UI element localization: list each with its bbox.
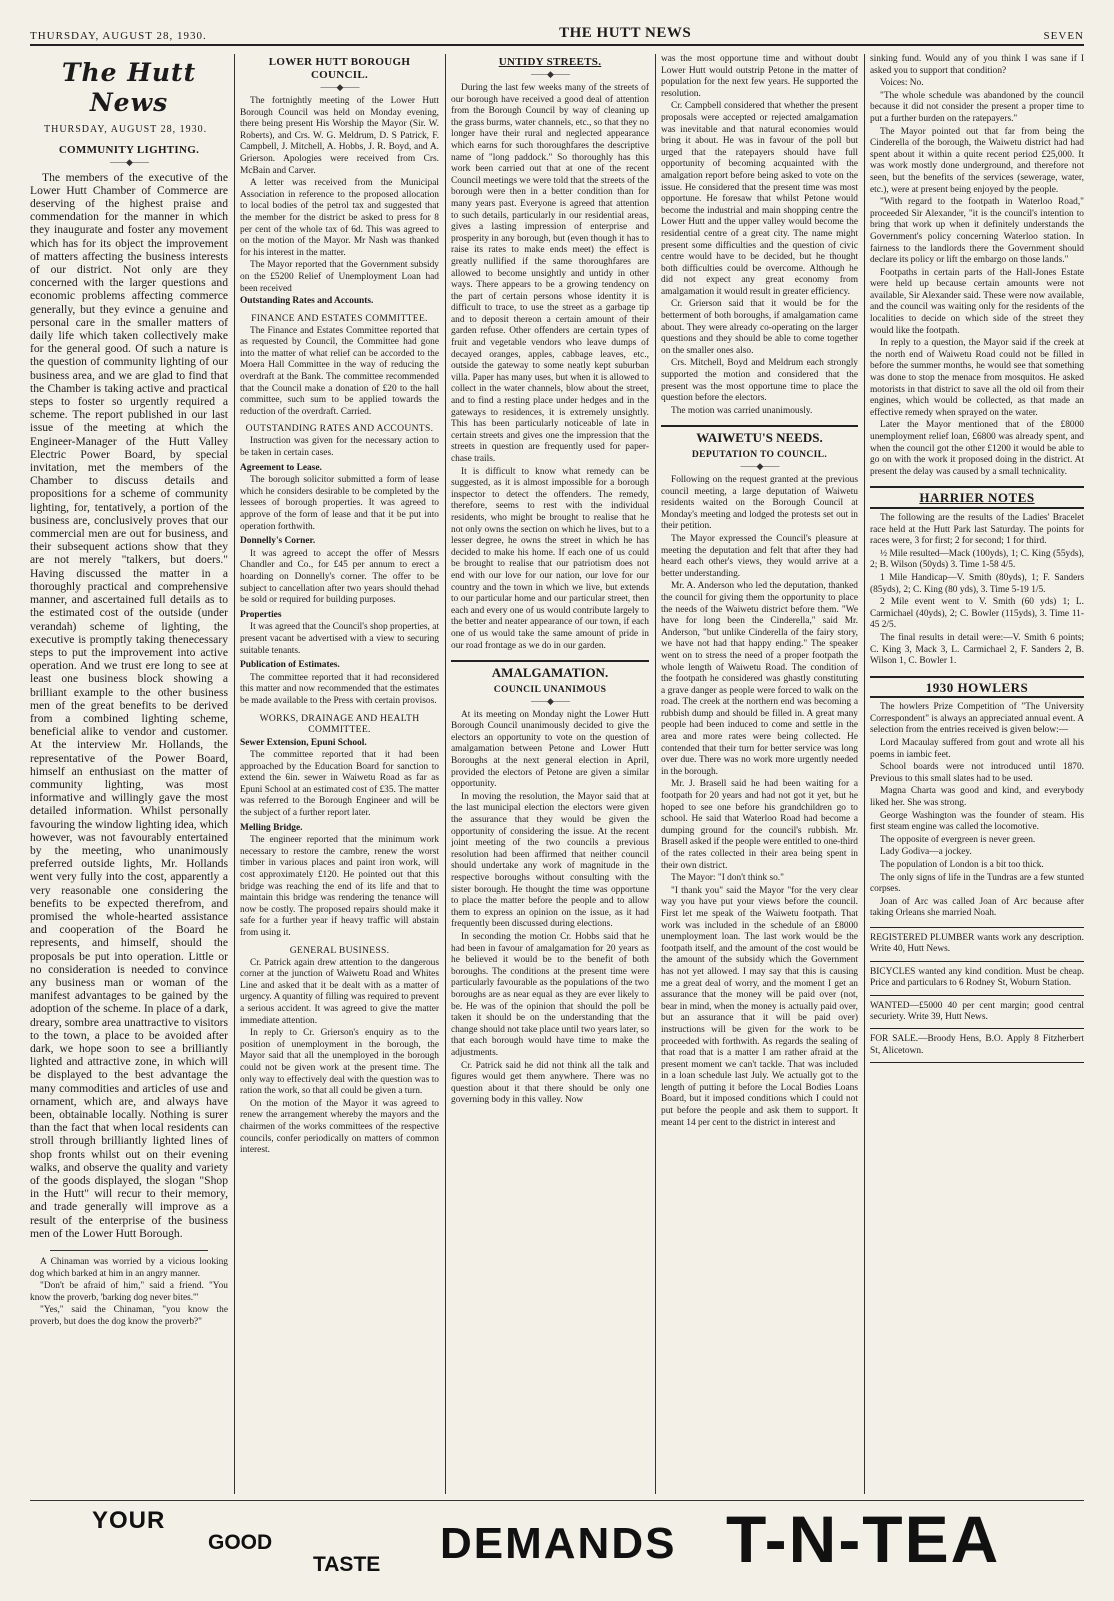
untidy-paragraph: During the last few weeks many of the streets of our borough have received a good deal of attention from the Borough Council by way of cleaning up the grass burms, water channels, etc., so that they no longer have their rural and neglected appearance which earns for such thoroughfares the descriptive name of "long paddock." So thoroughly has this work been carried out that at one of the recent Council meetings we were told that the streets of the borough were then in a better condition than for many years past. Everyone is agreed that attention to such details, particularly in our residential areas, gives a lasting impression of enterprise and prosperity in any borough, but (even though it has to raise its rates to make ends meet) the effect is greatly nullified if the same thoroughfares are allowed to become unsightly and untidy in other ways. There appears to be a growing tendency on the part of certain persons whose identity it is difficult to trace, to use the street as a garbage tip and to deposit thereon a certain amount of their garden refuse. Other offenders are certain types of fruit and vegetable vendors who leave dumps of decayed oranges, apples, cabbage leaves, etc., outside the gateway to some neatly kept suburban villa. Paper has many uses, but when it is allowed to collect in the water channels, blow about the street, and to find a resting place under hedges and in the gateways to residences, it is extremely unsightly. This has been particularly noticeable of late in certain streets and gives one the impression that the streets in question are frequently used for paper-chase trails. bbox=[451, 83, 649, 464]
waiwetu-paragraph: Following on the request granted at the previous council meeting, a large deputation of Waiwetu residents waited on the Borough Council at Monday's meeting and lodged the protests set out in their petition. bbox=[661, 475, 858, 532]
amalgamation-continued: Cr. Campbell considered that whether the present proposals were accepted or rejected amalgamation was inevitable and that natural economies would bring it about. He was in favour of the poll but urged that the ratepayers should have full opportunity of becoming acquainted with the amalgation report before being asked to vote on the issue. He considered that the present time was most opportune. He foresaw that whilst Petone would become the industrial and main shopping centre the Lower Hutt and the upper valley would become the residential centre of a great city. The name might present some difficulties and the question of civic centre would have to be decided, but he thought both difficulties could be overcome. Although he did not expect any great economy from amalgamation it would result in greater efficiency. bbox=[661, 101, 858, 297]
amalgamation-continued: The motion was carried unanimously. bbox=[671, 405, 813, 416]
item-heading: Agreement to Lease. bbox=[240, 462, 322, 473]
banner-word-taste: TASTE bbox=[313, 1553, 381, 1576]
council-paragraph: The Mayor reported that the Government subsidy on the £5200 Relief of Unemployment Loan had been received bbox=[240, 260, 439, 294]
waiwetu-continued: Later the Mayor mentioned that of the £8000 unemployment relief loan, £6800 was already spent, and when the council got the other £1200 it would be able to go on with the work it proposed doing in the district. At present the delay was caused by a small technicality. bbox=[870, 420, 1084, 477]
waiwetu-continued: Voices: No. bbox=[880, 78, 924, 89]
classified-ad: BICYCLES wanted any kind condition. Must be cheap. Price and particulars to 6 Rodney St, Woburn Station. bbox=[870, 961, 1084, 995]
page-header bbox=[30, 26, 1084, 46]
editorial-heading: COMMUNITY LIGHTING. bbox=[58, 143, 200, 156]
editorial-body bbox=[30, 171, 228, 1240]
waiwetu-paragraph: The Mayor: "I don't think so." bbox=[671, 873, 784, 884]
ornament-divider: ——◆—— bbox=[320, 82, 359, 92]
ornament-divider: ——◆—— bbox=[110, 156, 148, 167]
header-title: THE HUTT NEWS bbox=[559, 25, 692, 41]
howlers-paragraph: Magna Charta was good and kind, and everybody liked her. She was strong. bbox=[870, 786, 1084, 809]
classified-ad: REGISTERED PLUMBER wants work any description. Write 40, Hutt News. bbox=[870, 927, 1084, 961]
classified-ad: FOR SALE.—Broody Hens, B.O. Apply 8 Fitzherbert St, Alicetown. bbox=[870, 1028, 1084, 1063]
harrier-paragraph: The following are the results of the Ladies' Bracelet race held at the Hutt Park last Saturday. The points for races were, 3 for first; 2 for second; 1 for third. bbox=[870, 512, 1084, 547]
harrier-paragraph: 2 Mile event went to V. Smith (60 yds) 1; L. Carmichael (40yds), 2; C. Bowler (115yds), 3. Time 11-45 2/5. bbox=[870, 597, 1084, 631]
waiwetu-continued: In reply to a question, the Mayor said if the creek at the north end of Waiwetu Road could not be filled in before the summer months, he would see that something was done to stop the menace from mosquitos. He asked motorists in that district to save all the old oil from their engines, which would be collected, as that made an effective remedy when sprayed on the water. bbox=[870, 338, 1084, 418]
item-heading: Sewer Extension, Epuni School. bbox=[240, 737, 367, 748]
item-paragraph: The engineer reported that the minimum work necessary to restore the cambre, renew the worst timber in various places and paint iron work, will cost approximately £120. He pointed out that this bridge was reaching the end of its life and that to maintain this bridge was rendering the tenance will now be costly. The proposed repairs should make it safe for a further year if heavy traffic will abstain from using it. bbox=[240, 835, 439, 938]
finance-subheading: FINANCE AND ESTATES COMMITTEE. bbox=[251, 312, 428, 324]
waiwetu-paragraph: The Mayor expressed the Council's pleasure at meeting the deputation and felt that after they had heard each other's views, they would arrive at a better understanding. bbox=[661, 533, 858, 579]
item-paragraph: It was agreed that the Council's shop properties, at present vacant be advertised with a view to securing suitable tenants. bbox=[240, 622, 439, 656]
waiwetu-paragraph: Mr. A. Anderson who led the deputation, thanked the council for giving them the opportunity to place the needs of the Waiwetu district before them. "We have for long been the Cinderella," said Mr. Anderson, "but unlike Cinderella of the fairy story, we have not had that happy ending." The speaker went on to stress the need of a proper footpath the whole length of Waiwetu Road. The condition of the footpath he considered was ghastly constituting a grave danger as people were forced to walk on the road. The creek at the northern end was becoming a rubbish dump and should be filled in. A great many people had been induced to come and settle in the area and more rates were being collected. He contended that their turn for better service was long over due. There was no work more urgently needed in the borough. bbox=[661, 581, 858, 777]
amalgamation-paragraph: At its meeting on Monday night the Lower Hutt Borough Council unanimously decided to give the electors an opportunity to vote on the question of amalgamation between Petone and Lower Hutt Boroughs at the next general election in April, provided the electors of Petone are given a similar opportunity. bbox=[451, 709, 649, 790]
amalgamation-paragraph: Cr. Patrick said he did not think all the talk and figures would get them anywhere. There was no question about it that there should be only one governing body in this valley. Now bbox=[451, 1060, 649, 1106]
item-heading: Properties bbox=[240, 609, 282, 620]
ornament-divider: ——◆—— bbox=[531, 69, 569, 79]
ornament-divider: ——◆—— bbox=[740, 461, 779, 471]
rates-subheading: OUTSTANDING RATES AND ACCOUNTS. bbox=[245, 423, 434, 435]
editorial-dateline: THURSDAY, AUGUST 28, 1930. bbox=[44, 124, 208, 135]
header-date: THURSDAY, AUGUST 28, 1930. bbox=[30, 30, 207, 42]
howlers-paragraph: Lady Godiva—a jockey. bbox=[880, 847, 972, 858]
waiwetu-continued: "With regard to the footpath in Waterloo Road," proceeded Sir Alexander, "it is the council's intention to bring that work up when it definitely understands the Government's policy concerning Waterloo station. In fairness to the landlords there the Government should declare its policy or lift the embargo on those lands." bbox=[870, 197, 1084, 266]
amalgamation-continued: was the most opportune time and without doubt Lower Hutt would outstrip Petone in the matter of population for the next few years. He supported the resolution. bbox=[661, 54, 858, 99]
joke-paragraph: "Yes," said the Chinaman, "you know the proverb, but does the dog know the proverb?" bbox=[30, 1305, 228, 1328]
item-paragraph: The committee reported that it had reconsidered this matter and now recommended that the estimates be made available to the Press with certain provisos. bbox=[240, 672, 439, 706]
tea-advertisement-banner bbox=[30, 1500, 1084, 1590]
waiwetu-continued: sinking fund. Would any of you think I was sane if I asked you to support that condition? bbox=[870, 54, 1084, 76]
item-paragraph: It was agreed to accept the offer of Messrs Chandler and Co., for £45 per annum to erect a hoarding on Donnelly's corner. The offer to be subject to cancellation after two years should thehad be sold or required for building purposes. bbox=[240, 548, 439, 606]
howlers-paragraph: Joan of Arc was called Joan of Arc because after taking Orleans she married Noah. bbox=[870, 896, 1084, 919]
column-rule bbox=[234, 54, 235, 1494]
harrier-paragraph: The final results in detail were:—V. Smith 6 points; C. King 3, Mack 3, L. Carmichael 2, F. Sanders 2, B. Wilson 1, C. Bowler 1. bbox=[870, 632, 1084, 667]
waiwetu-paragraph: "I thank you" said the Mayor "for the very clear way you have put your views before the council. First let me speak of the Waiwetu footpath. That work was included in the schedule of an £8000 unemployment loan. The last work would be the footpath itself, and the amount of the cost would be the amount of the subsidy which the Government has not yet allowed. I may say that this is causing me a great deal of worry, and the moment I get an assurance that the money will be paid over (not, bear in mind, when the money is actually paid over, but an assurance that it will be paid over) instructions will be given for the work to be proceeded with forthwith. As regards the sealing of that road that is a matter I am rather afraid at the present moment we can't tackle. That was included in a loan schedule last July. We actually got to the length of putting it before the Local Bodies Loans Board, but it imposed conditions which I could not put before the people and ask them to support. It meant 14 per cent to the district in interest and bbox=[661, 885, 858, 1128]
amalgamation-continued: Crs. Mitchell, Boyd and Meldrum each strongly supported the motion and considered that the present was the most opportune time to place the question before the electors. bbox=[661, 358, 858, 404]
editorial-text: The members of the executive of the Lower Hutt Chamber of Commerce are deserving of the highest praise and commendation for the manner in which they inaugurate and foster any movement which has for its object the improvement of matters affecting the business interests of our district. Not only are they concerned with the larger questions and economic problems affecting commerce generally, but they evince a genuine and personal care in the smaller matters of daily life which taken collectively make for the general good. Of such a nature is the question of community lighting of our business area, and we are glad to find that the Chamber is taking active and practical steps to foster so urgently required a scheme. The report published in our last issue of the meeting at which the Engineer-Manager of the Hutt Valley Electric Power Board, by special invitation, met the members of the Chamber to discuss details and propositions for a scheme of community lighting, for, tentatively, a portion of the business are, conclusively proves that our commercial men are out for business, and their subsequent actions show that they are not merely "talkers, but doers." Having discussed the matter in a thoroughly practical and comprehensive manner, and ascertained full details as to the estimated cost of the outside (under verandah) scheme of lighting, the executive is promptly taking thenecessary steps to put the improvement into active operation. And we trust ere long to see at least one business block showing a brilliant example to the other business men of the great benefits to be derived from a combined lighting scheme, beneficial alike to vendor and customer. At the interview Mr. Hollands, the representative of the Power Board, himself an enthusiast on the matter of community lighting, was most informative and willingly gave the most detailed information. Whilst personally favouring the window lighting idea, which however, was not favourably entertained by the meeting, who unanimously preferred outside lights, Mr. Hollands went very fully into the cost, apparently a very reasonable one considering the benefits to be expected therefrom, and promised the whole-hearted assistance and cooperation of the Board he represents, and himself, should the proposals be put into operation. Little or no consideration is needed to convince any business man or woman of the manifest advantages to be gained by the adoption of the scheme. In place of a dark, dreary, sombre area unattractive to visitors to the town, a place to be avoided after dark, we hope soon to see a brilliantly lighted and attractive zone, in which will be displayed to the best advantage the many commodities and articles of use and ornament, which are, and always have been, obtainable locally. Nothing is surer than the fact that when local residents can stroll through brilliantly lighted lines of shop fronts whilst out on their evening walks, and observe the quality and variety of the goods displayed, the slogan "Shop in the Hutt" will recur to their memory, and trade generally will improve as a result of the enterprise of the business men of the Lower Hutt Borough. bbox=[30, 170, 228, 1240]
howlers-paragraph: George Washington was the founder of steam. His first steam engine was called the locomotive. bbox=[870, 810, 1084, 833]
banner-brand: T-N-TEA bbox=[726, 1502, 1001, 1576]
header-page-number: SEVEN bbox=[1043, 30, 1084, 42]
column-untidy-streets bbox=[451, 54, 649, 1492]
banner-word-your: YOUR bbox=[92, 1507, 166, 1534]
howlers-paragraph: Lord Macaulay suffered from gout and wrote all his poems in iambic feet. bbox=[870, 738, 1084, 760]
joke-paragraph: "Don't be afraid of him," said a friend. "You know the proverb, 'barking dog never bites.'" bbox=[30, 1281, 228, 1303]
amalgamation-subheading: COUNCIL UNANIMOUS bbox=[493, 683, 607, 695]
amalgamation-continued: Cr. Grierson said that it would be for the betterment of both boroughs, if amalgamation came about. They were already co-operating on the larger questions and they should be able to come together on the smaller ones also. bbox=[661, 299, 858, 356]
column-rule bbox=[864, 54, 865, 1494]
item-paragraph: The committee reported that it had been approached by the Education Board for sanction to extend the 6in. sewer in Waiwetu Road as far as Epuni School at an estimated cost of £35. The matter was referred to the Borough Engineer and will be the subject of a further report later. bbox=[240, 750, 439, 819]
finance-paragraph: The Finance and Estates Committee reported that as requested by Council, the Committee had gone into the matter of what relief can be accorded to the Moera Hall Committee in the way of reducing the overdraft at the Bank. The committee recommended that the Council make a donation of £20 to the hall committee, such sum to be applied towards the reduction of the overdraft. Carried. bbox=[240, 325, 439, 417]
untidy-paragraph: It is difficult to know what remedy can be suggested, as it is almost impossible for a borough inspector to detect the offenders. The remedy, therefore, seems to rest with the individual residents, who might be brought to realise that he not only owns the section on which he lives, but to a lesser degree, he owns the street in which he has decided to make his home. If each one of us could be brought to realise that our patriotism does not end with our love for our nation, our love for our country and the town in which we live, but extends to our particular home and our particular street, then each and every one of us would contribute largely to the better and neater appearance of our town, if each one of us would take the same amount of pride in our road frontage as we do in our garden. bbox=[451, 466, 649, 651]
item-heading: Melling Bridge. bbox=[240, 822, 303, 833]
howlers-paragraph: The population of London is a bit too thick. bbox=[880, 860, 1044, 870]
general-paragraph: On the motion of the Mayor it was agreed to renew the arrangement whereby the mayors and the chairmen of the works committees of the respective councils, confer periodically on matters of common interest. bbox=[240, 1098, 439, 1156]
classified-ad: WANTED—£5000 40 per cent margin; good central securiety. Write 39, Hutt News. bbox=[870, 995, 1084, 1029]
column-rule bbox=[445, 54, 446, 1494]
column-waiwetu bbox=[661, 54, 858, 1492]
council-paragraph: The fortnightly meeting of the Lower Hutt Borough Council was held on Monday evening, there being present His Worship the Mayor (Sir. W. Roberts), and Crs. W. G. Meldrum, D. S Patrick, F. Campbell, J. Mitchell, A. Hobbs, J. R. Boyd, and A. Grierson. Apologies were received from Crs. McBain and Carver. bbox=[240, 96, 439, 176]
rates-paragraph: Instruction was given for the necessary action to be taken in certain cases. bbox=[240, 436, 439, 459]
harrier-paragraph: ½ Mile resulted—Mack (100yds), 1; C. King (55yds), 2; B. Wilson (50yds) 3. Time 1-58 4/5. bbox=[870, 548, 1084, 571]
column-rule bbox=[655, 54, 656, 1494]
item-heading: Donnelly's Corner. bbox=[240, 536, 316, 547]
works-subheading: WORKS, DRAINAGE AND HEALTH COMMITTEE. bbox=[259, 712, 420, 735]
amalgamation-paragraph: In moving the resolution, the Mayor said that at the last municipal election the electors were given the assurance that they would be given the opportunity of considering the issue. At the recent joint meeting of the two councils a previous resolution had been affirmed that neither council should undertake any work of magnitude in the respective boroughs without consulting with the sister borough. He thought the time was opportune to place the matter before the people and to allow them to express an opinion on the issue, as it had frequently been discussed during elections. bbox=[451, 791, 649, 930]
column-council bbox=[240, 54, 439, 1492]
untidy-heading: UNTIDY STREETS. bbox=[498, 56, 602, 68]
general-paragraph: Cr. Patrick again drew attention to the dangerous corner at the junction of Waiwetu Road and Whites Line and asked that it be dealt with as a matter of urgency. A quantity of filling was required to prevent a serious accident. It was agreed to give the matter immediate attention. bbox=[240, 957, 439, 1026]
harrier-heading: HARRIER NOTES bbox=[870, 486, 1084, 509]
council-heading: LOWER HUTT BOROUGH COUNCIL. bbox=[268, 56, 411, 81]
waiwetu-heading: WAIWETU'S NEEDS. bbox=[661, 425, 858, 444]
column-editorial bbox=[30, 54, 228, 1492]
waiwetu-paragraph: Mr. J. Brasell said he had been waiting for a footpath for 20 years and had not got it yet, but he hoped to see one before his grandchildren go to school. He said that Waterloo Road had become a dumping ground for the council's rubbish. Mr. Brasell asked if the people were entitled to one-third of the rates collected in their area being spent in their own district. bbox=[661, 779, 858, 871]
amalgamation-paragraph: In seconding the motion Cr. Hobbs said that he had been in favour of amalgamation for 20 years as he believed it would be to the benefit of both boroughs. The conditions at the present time were particularly favourable as the populations of the two boroughs are as near equal as they are ever likely to be. He was of the opinion that should the poll be taken it should be on the understanding that the change should not take place until two years later, so that each borough would have time to make the adjustments. bbox=[451, 931, 649, 1058]
banner-word-demands: DEMANDS bbox=[440, 1519, 677, 1568]
amalgamation-heading: AMALGAMATION. bbox=[451, 660, 649, 679]
howlers-paragraph: School boards were not introduced until 1870. Previous to this small slates had to be used. bbox=[870, 762, 1084, 784]
masthead: The Hutt News bbox=[61, 58, 197, 117]
waiwetu-continued: Footpaths in certain parts of the Hall-Jones Estate were held up because certain amounts were not available, Sir Alexander said. These were now available, and the council was waiting only for the residents of the localities to decide on which side of the street they would like the footpath. bbox=[870, 267, 1084, 336]
banner-word-good: GOOD bbox=[208, 1531, 273, 1554]
item-heading: Publication of Estimates. bbox=[240, 660, 340, 671]
ornament-divider: ——◆—— bbox=[531, 695, 569, 706]
waiwetu-continued: "The whole schedule was abandoned by the council because it did not consider the present a proper time to put a further burden on the ratepayers." bbox=[870, 90, 1084, 124]
general-subheading: GENERAL BUSINESS. bbox=[289, 944, 390, 956]
general-paragraph: In reply to Cr. Grierson's enquiry as to the position of unemployment in the borough, the Mayor said that all the unemployed in the borough could not be given work at the present time. The only way to effectively deal with the question was to ration the work, so that all could be given a turn. bbox=[240, 1028, 439, 1097]
item-paragraph: The borough solicitor submitted a form of lease which he considers desirable to be completed by the lessees of borough properties. It was agreed to approve of the form of lease and that it be put into operation forthwith. bbox=[240, 475, 439, 532]
council-bold-line: Outstanding Rates and Accounts. bbox=[240, 296, 374, 307]
waiwetu-subheading: DEPUTATION TO COUNCIL. bbox=[691, 449, 828, 460]
howlers-paragraph: The only signs of life in the Tundras are a few stunted corpses. bbox=[870, 872, 1084, 895]
howlers-paragraph: The opposite of evergreen is never green. bbox=[880, 834, 1036, 845]
council-paragraph: A letter was received from the Municipal Association in reference to the proposed allocation to local bodies of the petrol tax and suggested that the member for the district be asked to press for 8 per cent of the whole tax of 6d. This was agreed to on the motion of the Mayor. Mr Nash was thanked for his interest in the matter. bbox=[240, 178, 439, 258]
joke-paragraph: A Chinaman was worried by a vicious looking dog which barked at him in an angry manner. bbox=[30, 1257, 228, 1279]
waiwetu-continued: The Mayor pointed out that far from being the Cinderella of the borough, the Waiwetu district had had spent about it within a quite recent period £25,000. It was work mostly done underground, and therefore not seen, but the benefits of the services (sewerage, water, etc.), were at present being enjoyed by the people. bbox=[870, 126, 1084, 195]
howlers-heading: 1930 HOWLERS bbox=[870, 676, 1084, 699]
harrier-paragraph: 1 Mile Handicap—V. Smith (80yds), 1; F. Sanders (85yds), 2; C. King (80 yds), 3. Time 5-19 1/5. bbox=[870, 572, 1084, 595]
column-harrier-howlers bbox=[870, 54, 1084, 1492]
howlers-paragraph: The howlers Prize Competition of "The University Correspondent" is always an appreciated annual event. A selection from the entries received is given below:— bbox=[870, 702, 1084, 736]
